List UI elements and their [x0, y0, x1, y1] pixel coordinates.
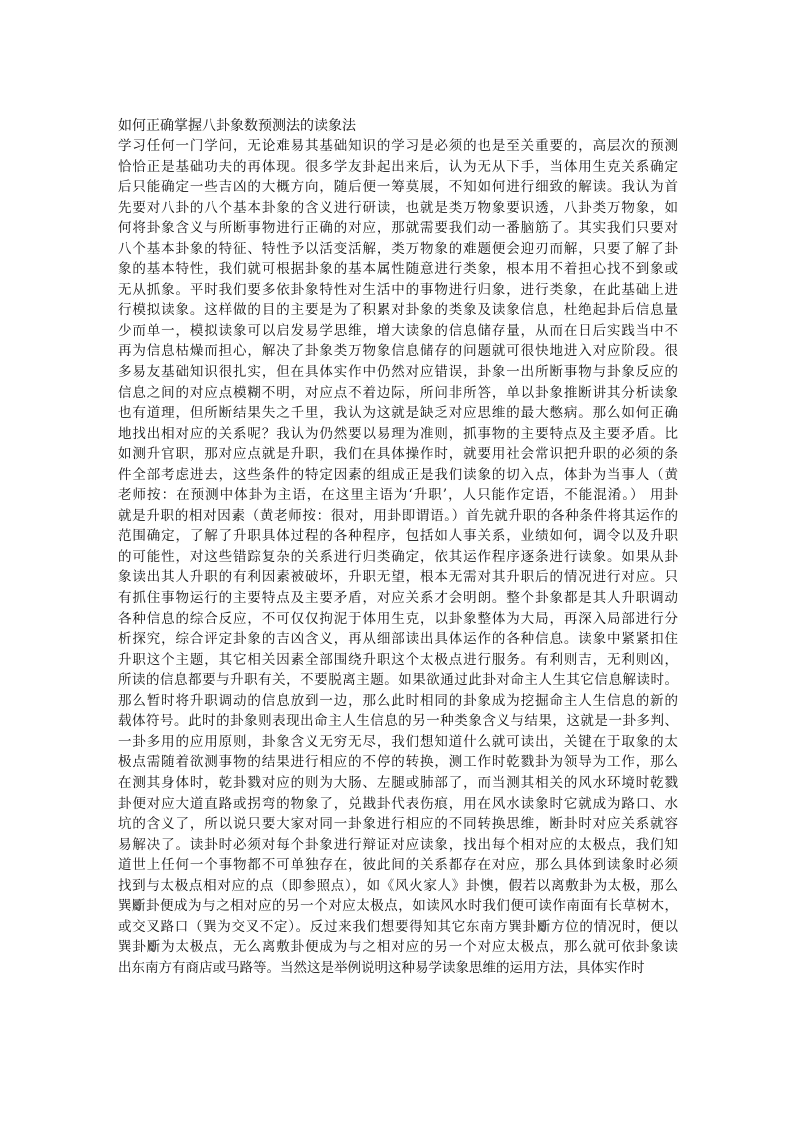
body-line: 巽斸卦便成为与之相对应的另一个对应太极点，如读风水时我们便可读作南面有长草树木， [118, 898, 678, 915]
body-line: 信息之间的对应点模糊不明，对应点不着边际，所问非所答，单以卦象推断讲其分析读象 [118, 384, 678, 401]
body-line: 何将卦象含义与所断事物进行正确的对应，那就需要我们动一番脑筋了。其实我们只要对 [118, 220, 678, 237]
body-line: 道世上任何一个事物都不可单独存在，彼此间的关系都存在对应，那么具体到读象时必须 [118, 857, 678, 874]
body-line: 找到与太极点相对应的点（即参照点），如《风火家人》卦懊，假若以离敷卦为太极，那么 [118, 877, 678, 894]
body-line: 易解决了。读卦时必须对每个卦象进行辩证对应读象，找出每个相对应的太极点，我们知 [118, 836, 678, 853]
body-line: 也有道理，但所断结果失之千里，我认为这就是缺乏对应思维的最大憋病。那么如何正确 [118, 405, 678, 422]
body-line: 极点需随着欲测事物的结果进行相应的不停的转换，测工作时乾戮卦为领导为工作，那么 [118, 754, 678, 771]
body-line: 一卦多用的应用原则，卦象含义无穷无尽，我们想知道什么就可读出，关键在于取象的太 [118, 733, 678, 750]
body-line: 如测升官职，那对应点就是升职，我们在具体操作时，就要用社会常识把升职的必须的条 [118, 446, 678, 463]
body-line: 八个基本卦象的特征、特性予以活变活解，类万物象的难题便会迎刃而解，只要了解了卦 [118, 240, 678, 257]
body-line: 卦便对应大道直路或拐弯的物象了，兑戡卦代表伤痕，用在风水读象时它就成为路口、水 [118, 795, 678, 812]
body-line: 多易友基础知识很扎实，但在具体实作中仍然对应错误，卦象一出所断事物与卦象反应的 [118, 364, 678, 381]
body-line: 件全部考虑进去，这些条件的特定因素的组成正是我们读象的切入点，体卦为当事人（黄 [118, 466, 678, 483]
body-line: 巽卦斸为太极点，无么离敷卦便成为与之相对应的另一个对应太极点，那么就可依卦象读 [118, 939, 678, 956]
body-line: 恰恰正是基础功夫的再体现。很多学友卦起出来后，认为无从下手，当体用生克关系确定 [118, 158, 678, 175]
body-line: 范围确定，了解了升职具体过程的各种程序，包括如人事关系，业绩如何，调令以及升职 [118, 528, 678, 545]
body-line: 的可能性，对这些错踪复杂的关系进行归类确定，依其运作程序逐条进行读象。如果从卦 [118, 548, 678, 565]
body-line: 再为信息枯燥而担心，解决了卦象类万物象信息储存的问题就可很快地进入对应阶段。很 [118, 343, 678, 360]
body-line: 老师按：在预测中体卦为主语，在这里主语为‘升职’，人只能作定语，不能混淆。） 用卦 [118, 487, 678, 504]
body-line: 析探究，综合评定卦象的吉凶含义，再从细部读出具体运作的各种信息。读象中紧紧扣住 [118, 631, 678, 648]
document-body [118, 136, 678, 978]
body-line: 行模拟读象。这样做的目的主要是为了积累对卦象的类象及读象信息，杜绝起卦后信息量 [118, 302, 678, 319]
body-line: 少而单一，模拟读象可以启发易学思维，增大读象的信息储存量，从而在日后实践当中不 [118, 322, 678, 339]
body-line: 先要对八卦的八个基本卦象的含义进行研读，也就是类万物象要识透，八卦类万物象，如 [118, 199, 678, 216]
body-line: 有抓住事物运行的主要特点及主要矛盾，对应关系才会明朗。整个卦象都是其人升职调动 [118, 590, 678, 607]
body-line: 在测其身体时，乾卦戮对应的则为大肠、左腿或肺部了，而当测其相关的风水环境时乾戮 [118, 774, 678, 791]
body-line: 后只能确定一些吉凶的大概方向，随后便一筹莫展，不知如何进行细致的解读。我认为首 [118, 179, 678, 196]
body-line: 学习任何一门学问，无论难易其基础知识的学习是必须的也是至关重要的，高层次的预测 [118, 138, 678, 154]
body-line: 象读出其人升职的有利因素被破坏，升职无望，根本无需对其升职后的情况进行对应。只 [118, 569, 678, 586]
body-line: 各种信息的综合反应，不可仅仅拘泥于体用生克，以卦象整体为大局，再深入局部进行分 [118, 610, 678, 627]
body-line: 出东南方有商店或马路等。当然这是举例说明这种易学读象思维的运用方法，具体实作时 [118, 959, 645, 976]
body-line: 无从抓象。平时我们要多依卦象特性对生活中的事物进行归象，进行类象，在此基础上进 [118, 281, 678, 298]
body-line: 载体符号。此时的卦象则表现出命主人生信息的另一种类象含义与结果，这就是一卦多判、 [118, 713, 678, 730]
body-line: 地找出相对应的关系呢？我认为仍然要以易理为准则，抓事物的主要特点及主要矛盾。比 [118, 425, 678, 442]
body-line: 升职这个主题，其它相关因素全部围绕升职这个太极点进行服务。有利则吉，无利则凶， [118, 651, 678, 668]
body-line: 坑的含义了，所以说只要大家对同一卦象进行相应的不同转换思维，断卦时对应关系就容 [118, 816, 678, 833]
body-line: 就是升职的相对因素（黄老师按：很对，用卦即谓语。）首先就升职的各种条件将其运作的 [118, 507, 678, 524]
body-line: 象的基本特性，我们就可根据卦象的基本属性随意进行类象，根本用不着担心找不到象或 [118, 261, 678, 278]
document-title: 如何正确掌握八卦象数预测法的读象法 [118, 118, 356, 134]
body-line: 或交叉路口（巽为交叉不定）。反过来我们想要得知其它东南方巽卦斸方位的情况时，便以 [118, 918, 678, 935]
body-line: 所读的信息都要与升职有关，不要脱离主题。如果欲通过此卦对命主人生其它信息解读时。 [118, 672, 678, 689]
body-line: 那么暂时将升职调动的信息放到一边，那么此时相同的卦象成为挖掘命主人生信息的新的 [118, 692, 678, 709]
